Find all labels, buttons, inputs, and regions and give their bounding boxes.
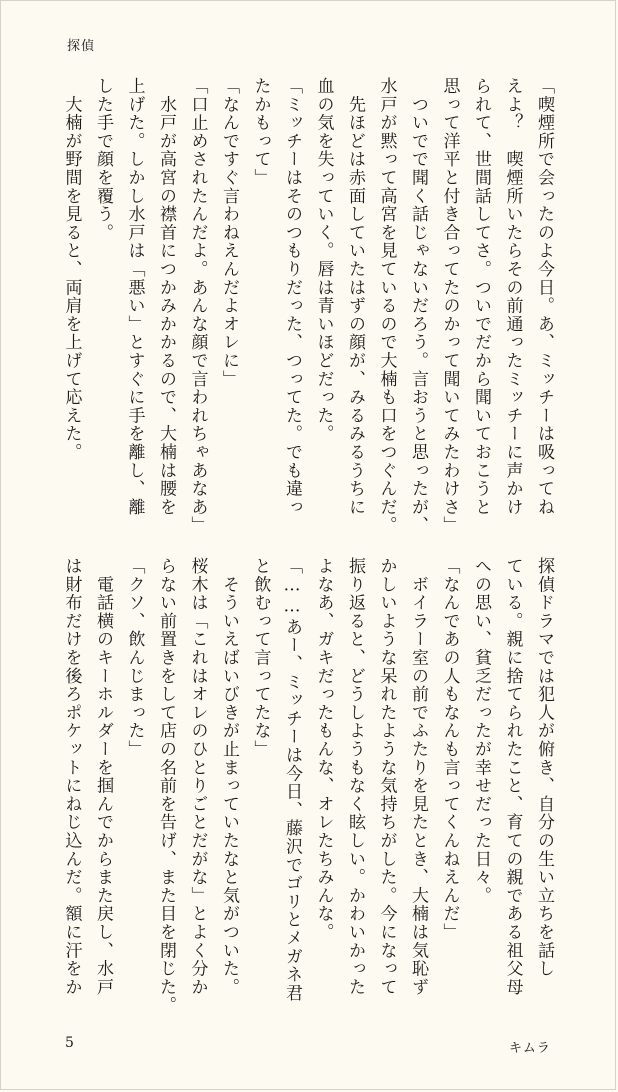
text-line: への思い、貧乏だったが幸せだった日々。: [471, 557, 491, 905]
text-line: 桜木は「これはオレのひとりごとだがな」とよく分か: [187, 557, 208, 997]
text-line: 電話横のキーホルダーを掴んでからまた戻し、水戸: [93, 557, 113, 997]
text-block-top: [55, 77, 559, 535]
text-line: と飲むって言ってたな」: [250, 557, 271, 759]
text-line: らない前置きをして店の名前を告げ、また目を閉じた。: [156, 557, 176, 1015]
text-line: 水戸が高宮の襟首につかみかかるので、大楠は腰を: [156, 77, 176, 517]
text-line: られて、世間話してさ。ついでだから聞いておこうと: [471, 77, 491, 517]
author-name: キムラ: [509, 1041, 551, 1056]
text-line: 「喫煙所で会ったのよ今日。あ、ミッチーは吸ってね: [534, 77, 554, 517]
text-line: した手で顔を覆う。: [93, 77, 113, 242]
text-line: 「なんですぐ言わねえんだよオレに」: [219, 77, 239, 389]
text-line: 水戸が黙って高宮を見ているので大楠も口をつぐんだ。: [376, 77, 397, 535]
text-line: 「クソ、飲んじまった」: [124, 557, 145, 759]
text-line: 「ミッチーはそのつもりだった、つってた。でも違っ: [282, 77, 302, 517]
text-line: 「口止めされたんだよ。あんな顔で言われちゃあなあ」: [187, 77, 208, 535]
text-line: 「なんであの人もなんも言ってくんねえんだ」: [439, 557, 460, 942]
page-number: 5: [65, 1035, 74, 1051]
text-line: 「……あー、ミッチーは今日、藤沢でゴリとメガネ君: [282, 557, 302, 1003]
text-line: そういえばいびきが止まっていたなと気がついた。: [219, 557, 239, 997]
text-line: 探偵ドラマでは犯人が俯き、自分の生い立ちを話し: [534, 557, 554, 978]
text-line: たかもって」: [250, 77, 271, 187]
text-line: 大楠が野間を見ると、両肩を上げて応えた。: [61, 77, 82, 462]
running-header-title: 探偵: [67, 39, 96, 54]
text-line: えよ？ 喫煙所いたらその前通ったミッチーに声かけ: [502, 77, 523, 517]
text-line: は財布だけを後ろポケットにねじ込んだ。額に汗をか: [61, 557, 82, 997]
text-line: 思って洋平と付き合ってたのかって聞いてみたわけさ」: [439, 77, 460, 535]
text-line: ている。親に捨てられたこと、育ての親である祖父母: [502, 557, 523, 997]
text-line: かしいような呆れたような気持ちがした。今になって: [376, 557, 397, 997]
text-line: ついでで聞く話じゃないだろう。言おうと思ったが、: [408, 77, 428, 535]
text-line: 先ほどは赤面していたはずの顔が、みるみるうちに: [345, 77, 365, 517]
text-block-bottom: [55, 557, 559, 1015]
text-line: 血の気を失っていく。唇は青いほどだった。: [313, 77, 334, 443]
text-line: 上げた。しかし水戸は「悪い」とすぐに手を離し、離: [124, 77, 145, 517]
text-line: 振り返ると、どうしようもなく眩しい。かわいかった: [345, 557, 365, 997]
text-line: よなあ、ガキだったもんな、オレたちみんな。: [313, 557, 334, 942]
text-line: ボイラー室の前でふたりを見たとき、大楠は気恥ず: [408, 557, 428, 997]
